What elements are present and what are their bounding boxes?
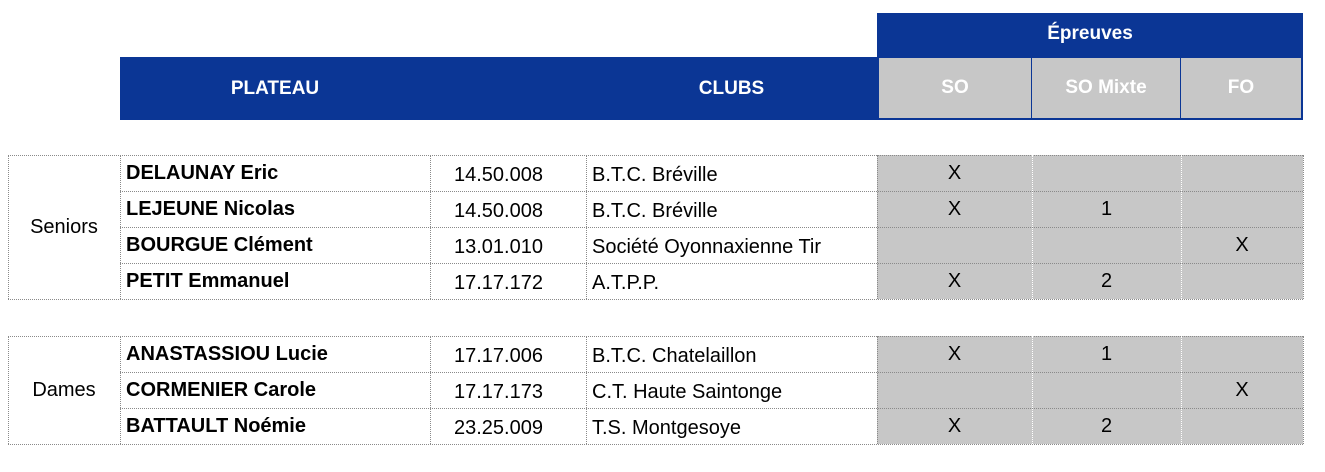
grid-line bbox=[430, 155, 431, 299]
grid-line bbox=[8, 336, 9, 444]
so-mixte-mark bbox=[1032, 372, 1181, 408]
license-number: 13.01.010 bbox=[454, 235, 543, 258]
club-name: C.T. Haute Saintonge bbox=[592, 380, 783, 403]
grid-line bbox=[1032, 336, 1033, 444]
participant-name: BOURGUE Clément bbox=[126, 233, 313, 256]
grid-line bbox=[1303, 155, 1304, 299]
license-number: 23.25.009 bbox=[454, 416, 543, 439]
so-mark bbox=[877, 372, 1032, 408]
grid-line bbox=[120, 191, 1303, 192]
license-number: 17.17.173 bbox=[454, 380, 543, 403]
grid-line bbox=[877, 336, 878, 444]
grid-line bbox=[1181, 336, 1182, 444]
club-name: Société Oyonnaxienne Tir bbox=[592, 235, 822, 258]
plateau-header: PLATEAU bbox=[230, 77, 320, 99]
grid-line bbox=[8, 444, 1303, 445]
fo-mark: X bbox=[1235, 378, 1249, 401]
so-mark: X bbox=[947, 197, 962, 220]
club-name: B.T.C. Chatelaillon bbox=[592, 344, 757, 367]
category-seniors: Seniors bbox=[30, 215, 98, 238]
participant-name: BATTAULT Noémie bbox=[126, 414, 306, 437]
grid-line bbox=[8, 336, 1303, 337]
club-name: B.T.C. Bréville bbox=[592, 199, 718, 222]
so-mixte-header: SO Mixte bbox=[1032, 58, 1180, 118]
license-number: 14.50.008 bbox=[454, 199, 543, 222]
license-number: 14.50.008 bbox=[454, 163, 543, 186]
grid-line bbox=[120, 372, 1303, 373]
license-number: 17.17.172 bbox=[454, 271, 543, 294]
participant-name: LEJEUNE Nicolas bbox=[126, 197, 295, 220]
fo-mark bbox=[1181, 155, 1303, 191]
club-name: B.T.C. Bréville bbox=[592, 163, 718, 186]
grid-line bbox=[586, 336, 587, 444]
so-mixte-mark bbox=[1032, 155, 1181, 191]
so-header: SO bbox=[879, 58, 1031, 118]
so-mark: X bbox=[947, 161, 962, 184]
category-dames: Dames bbox=[32, 378, 96, 401]
fo-mark bbox=[1181, 336, 1303, 372]
participant-name: DELAUNAY Eric bbox=[126, 161, 279, 184]
club-name: T.S. Montgesoye bbox=[592, 416, 741, 439]
fo-mark bbox=[1181, 263, 1303, 299]
clubs-header: CLUBS bbox=[698, 77, 765, 99]
grid-line bbox=[1303, 336, 1304, 444]
grid-line bbox=[1181, 155, 1182, 299]
grid-line bbox=[430, 336, 431, 444]
participant-name: PETIT Emmanuel bbox=[126, 269, 290, 292]
fo-mark bbox=[1181, 408, 1303, 444]
so-mark: X bbox=[947, 269, 962, 292]
grid-line bbox=[8, 155, 9, 299]
grid-line bbox=[120, 227, 1303, 228]
grid-line bbox=[120, 155, 121, 299]
epreuves-label: Épreuves bbox=[1047, 23, 1133, 44]
epreuves-header bbox=[877, 13, 1303, 55]
grid-line bbox=[120, 336, 121, 444]
grid-line bbox=[8, 299, 1303, 300]
grid-line bbox=[1032, 155, 1033, 299]
participant-name: ANASTASSIOU Lucie bbox=[126, 342, 328, 365]
so-mark: X bbox=[947, 342, 962, 365]
so-mixte-mark: 1 bbox=[1100, 342, 1113, 365]
fo-mark bbox=[1181, 191, 1303, 227]
grid-line bbox=[120, 263, 1303, 264]
grid-line bbox=[8, 155, 1303, 156]
so-mixte-mark: 1 bbox=[1100, 197, 1113, 220]
license-number: 17.17.006 bbox=[454, 344, 543, 367]
participant-name: CORMENIER Carole bbox=[126, 378, 317, 401]
so-mixte-mark: 2 bbox=[1100, 414, 1113, 437]
so-mark: X bbox=[947, 414, 962, 437]
so-mixte-mark bbox=[1032, 227, 1181, 263]
so-mixte-mark: 2 bbox=[1100, 269, 1113, 292]
grid-line bbox=[586, 155, 587, 299]
fo-mark: X bbox=[1235, 233, 1249, 256]
grid-line bbox=[120, 408, 1303, 409]
grid-line bbox=[877, 155, 878, 299]
club-name: A.T.P.P. bbox=[592, 271, 660, 294]
so-mark bbox=[877, 227, 1032, 263]
fo-header: FO bbox=[1181, 58, 1301, 118]
